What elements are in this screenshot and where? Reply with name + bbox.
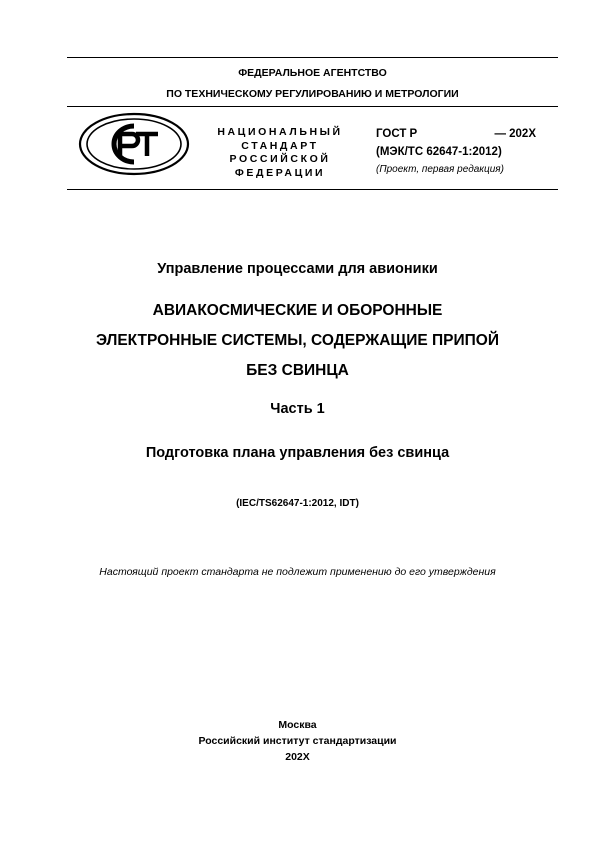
- agency-name-line1: ФЕДЕРАЛЬНОЕ АГЕНТСТВО: [238, 67, 387, 79]
- header-bottom-rule: [67, 189, 558, 190]
- national-standard-line: ФЕДЕРАЦИИ: [234, 166, 326, 179]
- gost-designation: [376, 128, 566, 140]
- main-title-line: ЭЛЕКТРОННЫЕ СИСТЕМЫ, СОДЕРЖАЩИЕ ПРИПОЙ: [96, 332, 499, 349]
- header-middle-rule: [67, 106, 558, 107]
- document-main-title: [40, 296, 555, 386]
- national-standard-line: РОССИЙСКОЙ: [229, 153, 331, 165]
- national-standard-label: [198, 126, 362, 180]
- imprint: [40, 717, 555, 765]
- draft-notice: Настоящий проект стандарта не подлежит применению до его утверждения: [99, 566, 496, 578]
- main-title-line: АВИАКОСМИЧЕСКИЕ И ОБОРОННЫЕ: [152, 302, 443, 319]
- imprint-year: 202X: [285, 751, 310, 763]
- national-standard-line: СТАНДАРТ: [241, 139, 319, 152]
- imprint-publisher: Российский институт стандартизации: [198, 735, 397, 747]
- header-top-rule: [67, 57, 558, 58]
- main-title-line: БЕЗ СВИНЦА: [246, 362, 349, 379]
- gost-international-reference: (МЭК/ТС 62647-1:2012): [376, 146, 502, 158]
- national-standard-line: НАЦИОНАЛЬНЫЙ: [217, 126, 343, 138]
- document-subtitle: Управление процессами для авионики: [157, 261, 438, 277]
- agency-name-line2: ПО ТЕХНИЧЕСКОМУ РЕГУЛИРОВАНИЮ И МЕТРОЛОГИИ: [166, 88, 459, 100]
- part-title: Подготовка плана управления без свинца: [145, 445, 450, 461]
- edition-note: (Проект, первая редакция): [376, 164, 504, 175]
- gost-prefix: ГОСТ Р: [376, 128, 418, 140]
- imprint-city: Москва: [278, 719, 317, 731]
- iec-reference: (IEC/TS62647-1:2012, IDT): [236, 498, 359, 509]
- gost-r-logo-icon: [78, 112, 190, 176]
- part-number: Часть 1: [270, 401, 325, 417]
- gost-number: — 202X: [494, 128, 536, 140]
